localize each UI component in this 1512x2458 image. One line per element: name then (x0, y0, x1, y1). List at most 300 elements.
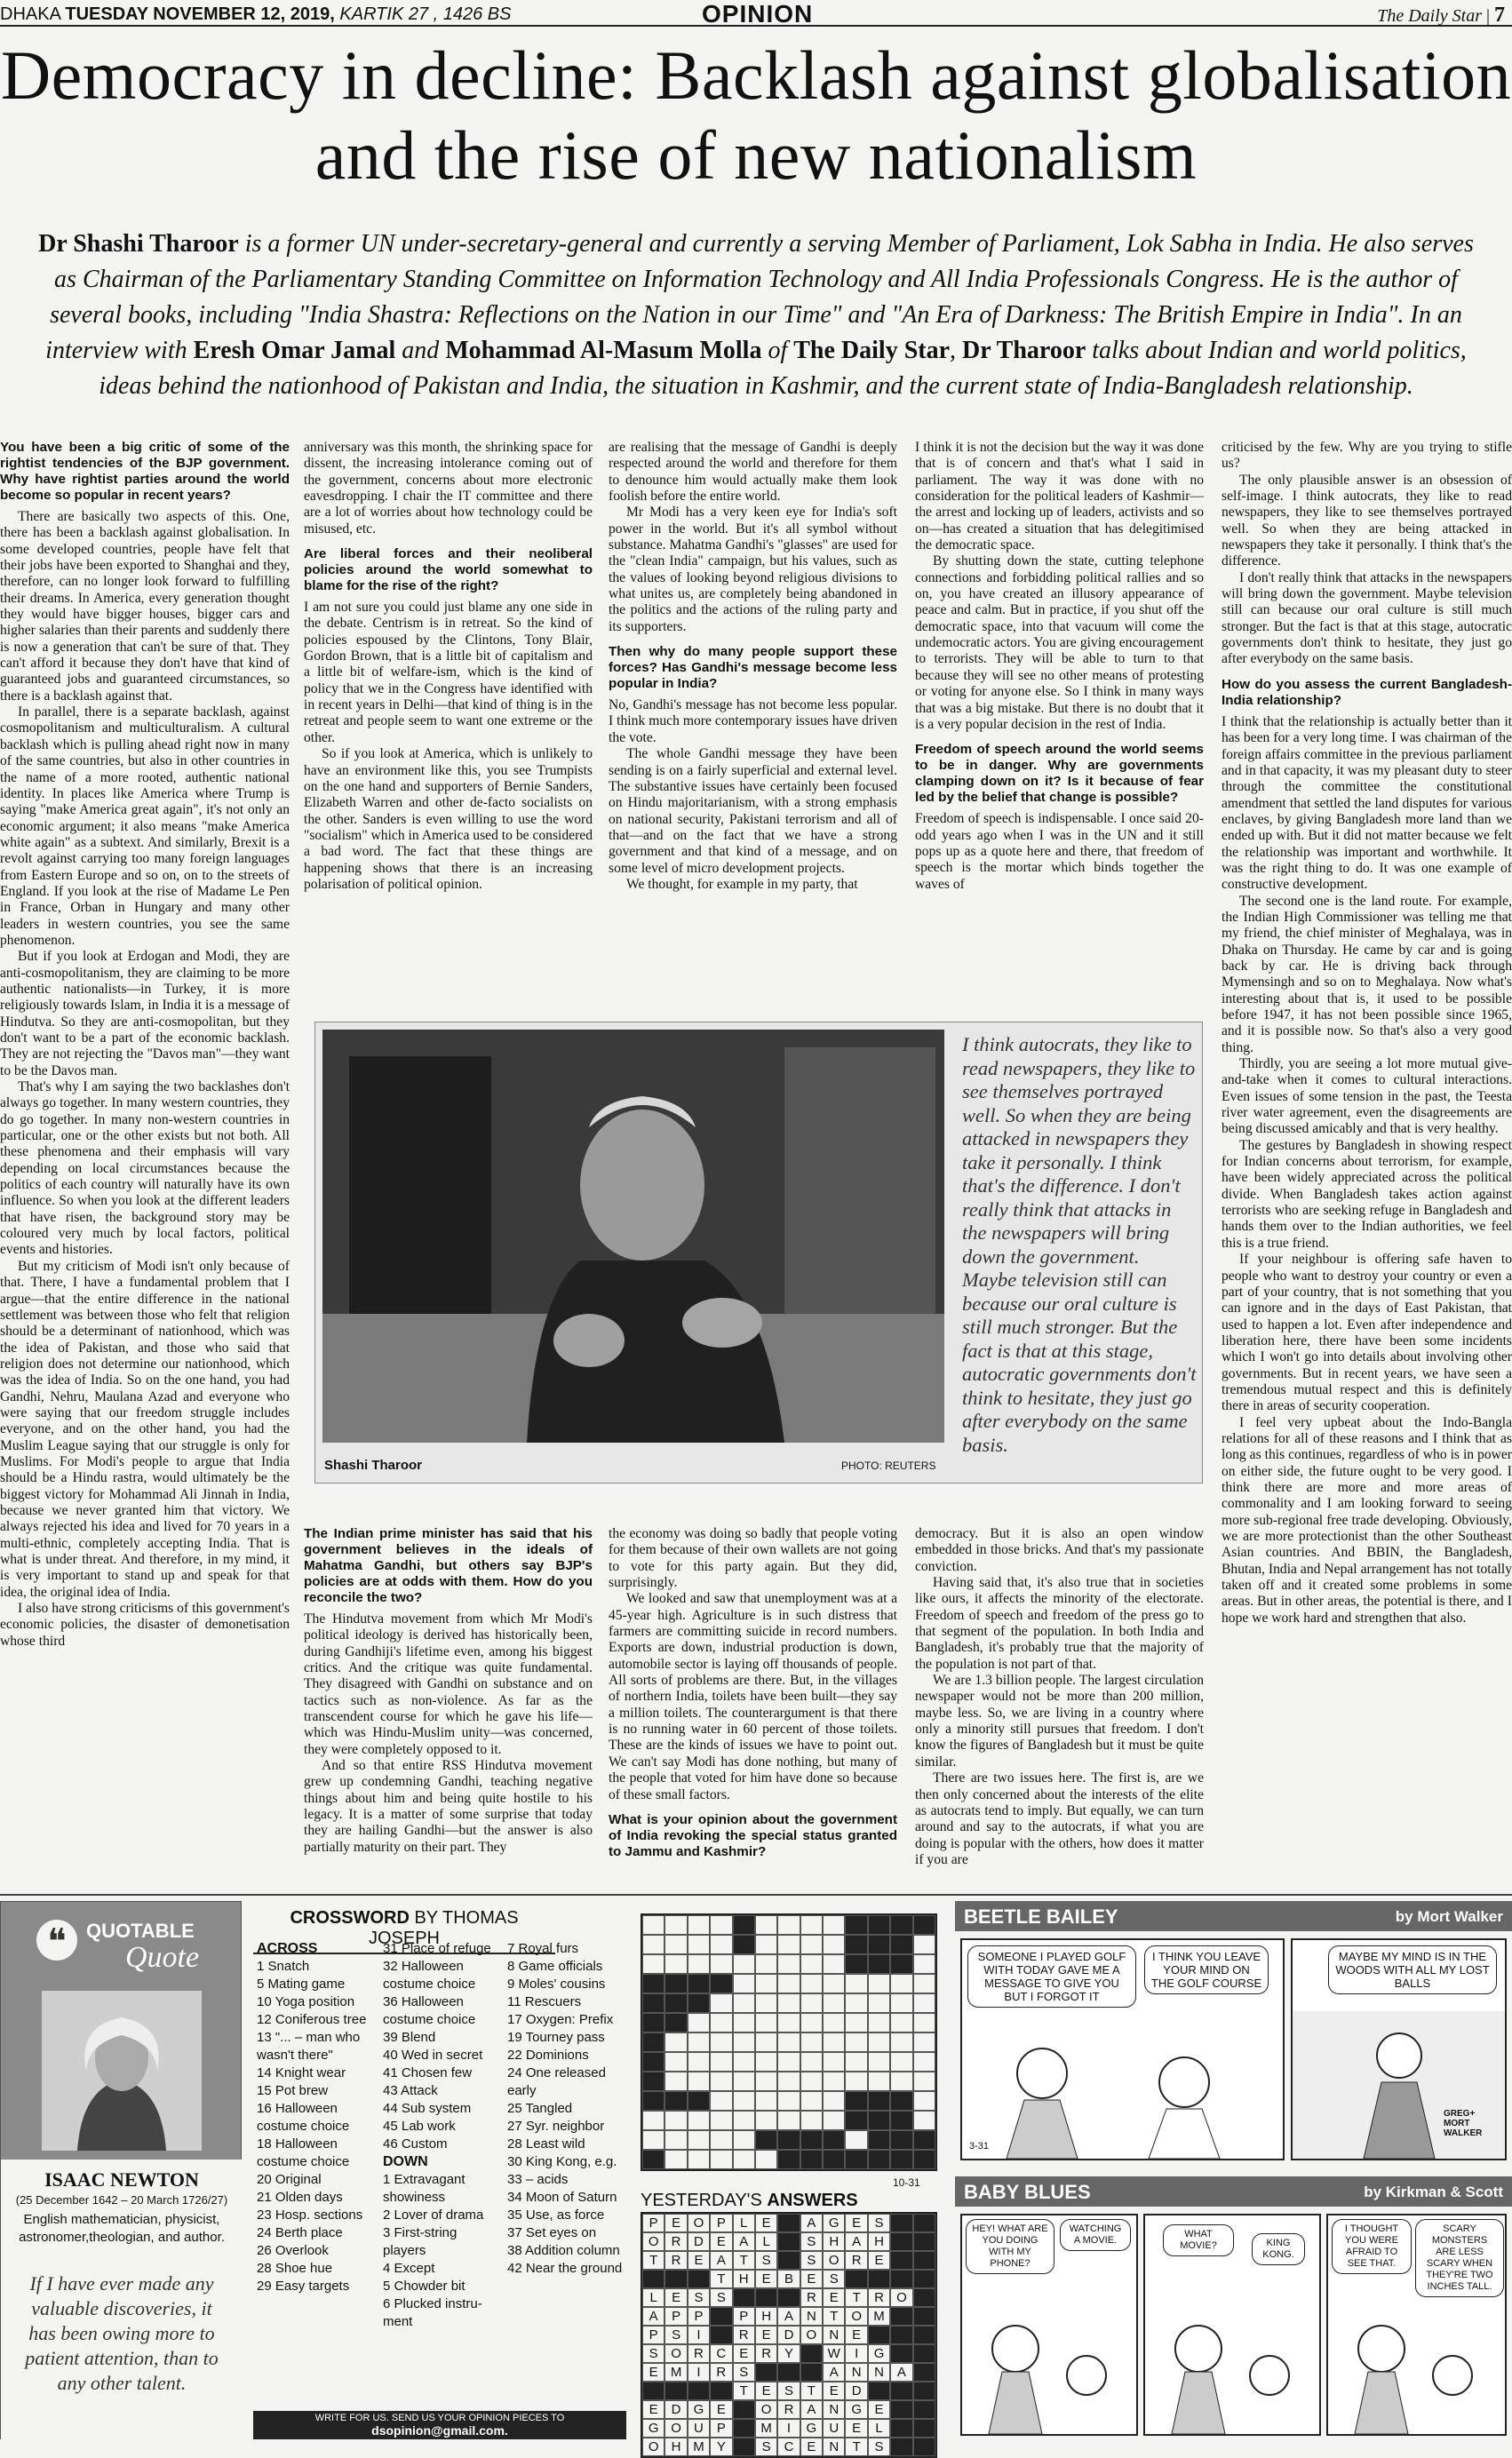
grid-cell[interactable] (755, 2091, 777, 2111)
grid-cell[interactable] (664, 1993, 687, 2013)
clue: 24 One released early (507, 2065, 606, 2098)
answer-cell (800, 2363, 823, 2382)
clue: 44 Sub system (383, 2101, 472, 2116)
grid-cell[interactable] (733, 1954, 755, 1974)
column-4-bottom (915, 1526, 1204, 1888)
interview-question: Are liberal forces and their neoliberal policies around the world somewhat to blame for the rise of the right? (304, 546, 593, 594)
answer-cell: H (733, 2270, 755, 2288)
grid-cell[interactable] (642, 2032, 664, 2052)
strip-title: BEETLE BAILEY (964, 1905, 1118, 1928)
speech-bubble: WHAT MOVIE? (1163, 2224, 1234, 2256)
grid-cell[interactable] (664, 1974, 687, 1993)
answer-paragraph: I also have strong criticisms of this government's economic policies, the disaster of demonetisation whose third (0, 1601, 290, 1649)
grid-cell[interactable] (868, 2013, 890, 2032)
grid-cell[interactable] (733, 2032, 755, 2052)
clue: 11 Rescuers (507, 1994, 582, 2009)
answer-cell: I (688, 2363, 710, 2382)
grid-cell[interactable] (755, 1993, 777, 2013)
answer-cell: A (733, 2232, 755, 2251)
answer-paragraph: the economy was doing so badly that people voting for them because of their own wallets are not going to vote for this party again. But they did, surprisingly. (609, 1526, 897, 1591)
grid-cell[interactable] (800, 1993, 823, 2013)
answer-cell: G (688, 2400, 710, 2419)
answer-cell: H (823, 2232, 845, 2251)
answer-cell: S (800, 2232, 823, 2251)
answer-cell: Y (710, 2438, 732, 2456)
grid-cell[interactable] (688, 1954, 710, 1974)
grid-cell[interactable] (845, 1915, 867, 1935)
grid-cell[interactable] (913, 2052, 935, 2072)
grid-cell[interactable] (755, 2111, 777, 2130)
grid-cell[interactable] (890, 1954, 912, 1974)
answer-cell (777, 2251, 800, 2270)
grid-cell[interactable] (823, 2111, 845, 2130)
answer-cell: R (664, 2251, 687, 2270)
answer-cell (733, 2419, 755, 2438)
grid-cell[interactable] (868, 1954, 890, 1974)
grid-cell[interactable] (688, 2072, 710, 2091)
answer-cell: R (710, 2363, 732, 2382)
write-for-us-text: WRITE FOR US. SEND US YOUR OPINION PIECES TO (314, 2413, 565, 2423)
grid-cell[interactable] (777, 2072, 800, 2091)
grid-cell[interactable] (777, 2032, 800, 2052)
grid-cell[interactable] (688, 2150, 710, 2169)
column-2-top (304, 440, 593, 1013)
grid-cell[interactable] (913, 1993, 935, 2013)
clue: 41 Chosen few (383, 2065, 473, 2080)
answer-cell: S (777, 2382, 800, 2400)
grid-cell[interactable] (845, 2130, 867, 2150)
grid-cell[interactable] (845, 1935, 867, 1954)
grid-cell[interactable] (868, 1915, 890, 1935)
grid-cell[interactable] (688, 2111, 710, 2130)
grid-cell[interactable] (890, 2013, 912, 2032)
grid-cell[interactable] (642, 1915, 664, 1935)
grid-cell[interactable] (733, 2130, 755, 2150)
answer-paragraph: criticised by the few. Why are you trying to stifle us? (1222, 440, 1512, 472)
grid-cell[interactable] (710, 2072, 732, 2091)
grid-cell[interactable] (664, 2091, 687, 2111)
grid-cell[interactable] (642, 2052, 664, 2072)
answer-cell: O (823, 2251, 845, 2270)
grid-cell[interactable] (710, 1935, 732, 1954)
clue: 28 Least wild (507, 2136, 585, 2152)
grid-cell[interactable] (710, 2150, 732, 2169)
answer-paragraph: So if you look at America, which is unlikely to have an environment like this, you see Trumpists on the one hand and supporters of Bernie Sanders, Elizabeth Warren and other de-facto socialists on the other. Sanders is even willing to use the word "socialism" which in America used to be considered a bad word. The fact that these things are happening shows that there is an increasing polarisation of political opinion. (304, 746, 593, 892)
clue: 15 Pot brew (257, 2083, 329, 2098)
clue: 34 Moon of Saturn (507, 2190, 617, 2205)
grid-cell[interactable] (688, 1915, 710, 1935)
answer-cell: P (642, 2214, 664, 2232)
grid-cell[interactable] (890, 1935, 912, 1954)
grid-cell[interactable] (868, 2052, 890, 2072)
grid-cell[interactable] (913, 1935, 935, 1954)
answer-cell (664, 2382, 687, 2400)
grid-cell[interactable] (777, 1974, 800, 1993)
grid-cell[interactable] (777, 2013, 800, 2032)
grid-cell[interactable] (710, 2091, 732, 2111)
crossword-clues-col3 (507, 1940, 623, 2278)
grid-cell[interactable] (642, 1935, 664, 1954)
answer-cell: R (664, 2232, 687, 2251)
answer-cell: L (642, 2288, 664, 2307)
grid-cell[interactable] (868, 2072, 890, 2091)
grid-cell[interactable] (688, 1993, 710, 2013)
answer-cell (913, 2288, 935, 2307)
grid-cell[interactable] (890, 2052, 912, 2072)
grid-cell[interactable] (868, 2032, 890, 2052)
grid-cell[interactable] (733, 2150, 755, 2169)
grid-cell[interactable] (823, 1935, 845, 1954)
clue: 42 Near the ground (507, 2261, 623, 2276)
answer-cell: N (868, 2363, 890, 2382)
answer-cell: E (800, 2270, 823, 2288)
answer-cell: W (823, 2344, 845, 2363)
grid-cell[interactable] (823, 1954, 845, 1974)
clue: 17 Oxygen: Prefix (507, 2012, 614, 2027)
grid-cell[interactable] (710, 2052, 732, 2072)
grid-cell[interactable] (710, 1974, 732, 1993)
answer-cell: M (688, 2438, 710, 2456)
section-divider (0, 1894, 1512, 1896)
grid-cell[interactable] (664, 2130, 687, 2150)
answer-cell: L (868, 2419, 890, 2438)
grid-cell[interactable] (688, 2091, 710, 2111)
answer-cell (913, 2419, 935, 2438)
grid-cell[interactable] (868, 2091, 890, 2111)
person-name: ISAAC NEWTON (44, 2168, 199, 2191)
grid-cell[interactable] (733, 2072, 755, 2091)
grid-cell[interactable] (890, 2111, 912, 2130)
answer-paragraph: are realising that the message of Gandhi is deeply respected around the world and therefore for them to denounce him would actually make them look foolish before the entire world. (609, 440, 897, 505)
grid-cell[interactable] (823, 2052, 845, 2072)
grid-cell[interactable] (642, 2013, 664, 2032)
answer-paragraph: I feel very upbeat about the Indo-Bangla relations for all of these reasons and I think that as long as this continues, regardless of who is in power on either side, the future ought to be very good. I think there are more and more areas of commonality and I am looking forward to seeing more sub-regional free trade developing. Obviously, we are more protectionist than the other Southeast Asian countries. And BBIN, the Bangladesh, Bhutan, India and Nepal arrangement has not totally taken off and it created some problems in some areas. But in other areas, the potential is there, and I hope we work hard and strengthen that also. (1222, 1414, 1512, 1626)
grid-cell[interactable] (890, 2150, 912, 2169)
answer-cell: E (664, 2288, 687, 2307)
grid-cell[interactable] (642, 2091, 664, 2111)
grid-cell[interactable] (777, 2150, 800, 2169)
grid-cell[interactable] (823, 2150, 845, 2169)
grid-cell[interactable] (755, 1915, 777, 1935)
answer-cell (777, 2363, 800, 2382)
answer-cell: N (823, 2400, 845, 2419)
answer-cell: M (755, 2419, 777, 2438)
answer-cell: R (777, 2400, 800, 2419)
grid-cell[interactable] (845, 2111, 867, 2130)
answer-cell: P (688, 2307, 710, 2326)
answer-paragraph: By shutting down the state, cutting telephone connections and forbidding political rallies and so on, you have created an illusory appearance of peace and calm. But in practice, if you shut off the democratic space, into that vacuum will come the undemocratic actors. You are giving encouragement to terrorists. They will be able to turn to that because they will see no other means of protesting or voting for anyone else. So I think in many ways that was a big mistake. But there is no doubt that it is a very popular decision in the rest of India. (915, 553, 1204, 732)
grid-cell[interactable] (733, 1974, 755, 1993)
grid-cell[interactable] (845, 1993, 867, 2013)
grid-cell[interactable] (688, 1935, 710, 1954)
grid-cell[interactable] (913, 1954, 935, 1974)
grid-cell[interactable] (890, 2091, 912, 2111)
grid-cell[interactable] (868, 2111, 890, 2130)
grid-cell[interactable] (688, 2032, 710, 2052)
grid-cell[interactable] (642, 2130, 664, 2150)
answer-cell: D (777, 2326, 800, 2344)
headline: Democracy in decline: Backlash against globalisation and the rise of new nationalism (0, 36, 1512, 194)
clue: 4 Except (383, 2261, 435, 2276)
grid-cell[interactable] (664, 2072, 687, 2091)
answer-paragraph: We thought, for example in my party, that (626, 876, 858, 892)
grid-cell[interactable] (868, 2130, 890, 2150)
grid-cell[interactable] (890, 1915, 912, 1935)
grid-cell[interactable] (664, 1954, 687, 1974)
answer-cell: N (823, 2326, 845, 2344)
answer-cell: U (823, 2419, 845, 2438)
comic-panel-1 (960, 1938, 1285, 2160)
grid-cell[interactable] (755, 2130, 777, 2150)
grid-cell[interactable] (800, 2013, 823, 2032)
grid-cell[interactable] (664, 2013, 687, 2032)
grid-cell[interactable] (642, 2111, 664, 2130)
answer-cell: R (868, 2288, 890, 2307)
grid-cell[interactable] (800, 1935, 823, 1954)
grid-cell[interactable] (755, 2150, 777, 2169)
grid-cell[interactable] (890, 2130, 912, 2150)
grid-cell[interactable] (800, 1915, 823, 1935)
answer-cell (733, 2438, 755, 2456)
answer-cell: O (642, 2232, 664, 2251)
grid-cell[interactable] (845, 2032, 867, 2052)
grid-cell[interactable] (913, 2013, 935, 2032)
answer-cell: H (868, 2232, 890, 2251)
grid-cell[interactable] (890, 1993, 912, 2013)
grid-cell[interactable] (664, 1935, 687, 1954)
clue: 8 Game officials (507, 1959, 603, 1974)
grid-cell[interactable] (777, 2052, 800, 2072)
grid-cell[interactable] (890, 2072, 912, 2091)
grid-cell[interactable] (913, 2111, 935, 2130)
answer-cell (890, 2326, 912, 2344)
answer-cell: A (710, 2251, 732, 2270)
answer-cell: O (642, 2438, 664, 2456)
grid-cell[interactable] (823, 2091, 845, 2111)
clue: 10 Yoga position (257, 1994, 355, 2009)
answer-paragraph: There are basically two aspects of this. One, there has been a backlash against globalisation. In some developed countries, people have felt that their jobs have been exported to Shanghai and they, therefore, can no longer look forward to fulfilling their dreams. In America, every generation thought they would have bigger houses, bigger cars and higher salaries than their parents and suddenly there is now a generation that can't be sure of that. They can't afford it because they don't have that kind of guaranteed jobs and guaranteed circumstances, so there is a backlash against that. (0, 509, 290, 704)
grid-cell[interactable] (890, 2032, 912, 2052)
beetle-bailey-strip (955, 1901, 1512, 2168)
answer-cell: R (733, 2326, 755, 2344)
answer-cell (733, 2400, 755, 2419)
grid-cell[interactable] (800, 2072, 823, 2091)
answer-cell: O (800, 2326, 823, 2344)
grid-cell[interactable] (845, 2072, 867, 2091)
answer-cell: G (823, 2214, 845, 2232)
grid-cell[interactable] (890, 1974, 912, 1993)
clue: 40 Wed in secret (383, 2048, 483, 2063)
clue: 28 Shoe hue (257, 2261, 333, 2276)
grid-cell[interactable] (823, 2013, 845, 2032)
grid-cell[interactable] (845, 2091, 867, 2111)
grid-cell[interactable] (688, 2013, 710, 2032)
grid-cell[interactable] (845, 1954, 867, 1974)
grid-cell[interactable] (664, 2150, 687, 2169)
grid-cell[interactable] (755, 2032, 777, 2052)
answer-cell: S (710, 2288, 732, 2307)
grid-cell[interactable] (642, 1974, 664, 1993)
grid-cell[interactable] (913, 1915, 935, 1935)
strip-date: 3-31 (969, 2141, 990, 2152)
grid-cell[interactable] (642, 2150, 664, 2169)
clue: 36 Halloween costume choice (383, 1994, 476, 2027)
clue-heading: DOWN (383, 2154, 428, 2169)
grid-cell[interactable] (664, 1915, 687, 1935)
grid-cell[interactable] (823, 2032, 845, 2052)
grid-cell[interactable] (868, 2150, 890, 2169)
baby-blues-strip (955, 2176, 1512, 2439)
grid-cell[interactable] (688, 2130, 710, 2150)
column-3-top (609, 440, 897, 1013)
grid-cell[interactable] (755, 2052, 777, 2072)
grid-cell[interactable] (777, 1993, 800, 2013)
grid-cell[interactable] (845, 2052, 867, 2072)
grid-cell[interactable] (868, 1993, 890, 2013)
grid-cell[interactable] (800, 2150, 823, 2169)
grid-cell[interactable] (710, 2032, 732, 2052)
grid-cell[interactable] (800, 2111, 823, 2130)
portrait-isaac-newton (42, 1991, 202, 2151)
grid-cell[interactable] (913, 2032, 935, 2052)
grid-cell[interactable] (733, 1915, 755, 1935)
grid-cell[interactable] (800, 2091, 823, 2111)
quote-text: If I have ever made any valuable discoveries, it has been owing more to patient attention, than to any other talent. (25, 2272, 219, 2394)
grid-cell[interactable] (733, 2091, 755, 2111)
grid-cell[interactable] (777, 1915, 800, 1935)
grid-cell[interactable] (755, 1974, 777, 1993)
grid-cell[interactable] (755, 2013, 777, 2032)
answer-cell (913, 2251, 935, 2270)
grid-cell[interactable] (777, 1954, 800, 1974)
grid-cell[interactable] (823, 2130, 845, 2150)
photo-credit: PHOTO: REUTERS (841, 1460, 936, 1472)
grid-cell[interactable] (733, 2013, 755, 2032)
grid-cell[interactable] (733, 2111, 755, 2130)
answer-cell: P (664, 2307, 687, 2326)
grid-cell[interactable] (642, 1993, 664, 2013)
grid-cell[interactable] (755, 1954, 777, 1974)
grid-cell[interactable] (913, 2130, 935, 2150)
answer-cell: O (755, 2400, 777, 2419)
answer-cell: H (755, 2307, 777, 2326)
grid-cell[interactable] (868, 1974, 890, 1993)
answer-cell (890, 2232, 912, 2251)
grid-cell[interactable] (710, 1915, 732, 1935)
quotable-title: QUOTABLE (86, 1920, 195, 1942)
photo-shashi-tharoor (322, 1030, 944, 1443)
answer-cell: A (800, 2400, 823, 2419)
answer-cell (890, 2307, 912, 2326)
answer-cell: S (868, 2214, 890, 2232)
interview-question: You have been a big critic of some of the rightist tendencies of the BJP government. Why have rightist parties around the world become so popular in recent years? (0, 440, 290, 503)
answer-paragraph: We looked and saw that unemployment was at a 45-year high. Agriculture is in such distress that farmers are committing suicide in record numbers. Exports are down, industrial production is down, automobile sector is laying off thousands of people. All sorts of problems are there. But, in the villages of northern India, toilets have been built—they say a million toilets. The counterargument is that there is no running water in 60 percent of those toilets. These are the kinds of issues we have to point out. We can't say Modi has done nothing, but many of the people that voted for him have done so because of these small factors. (609, 1591, 897, 1802)
answer-paragraph: The second one is the land route. For example, the Indian High Commissioner was telling me that my friend, the chief minister of Meghalaya, was in Dhaka on Thursday. He came by car and is going back by car. He is driving back through Mymensingh and so on to Meghalaya. Now what's interesting about that is, it used to be possible before 1947, it has not been possible since 1965, and it is possible now. So that's also a very good thing. (1222, 893, 1512, 1055)
email-link[interactable]: dsopinion@gmail.com. (371, 2423, 508, 2438)
clue: 27 Syr. neighbor (507, 2119, 605, 2134)
answer-cell: T (710, 2270, 732, 2288)
grid-cell[interactable] (800, 1954, 823, 1974)
grid-cell[interactable] (733, 2052, 755, 2072)
clue: 39 Blend (383, 2030, 436, 2045)
grid-cell[interactable] (845, 2013, 867, 2032)
answer-cell: L (733, 2214, 755, 2232)
answer-cell: A (777, 2307, 800, 2326)
grid-cell[interactable] (642, 1954, 664, 1974)
grid-cell[interactable] (642, 2072, 664, 2091)
grid-cell[interactable] (823, 1974, 845, 1993)
column-2-bottom (304, 1526, 593, 1888)
answer-cell (913, 2307, 935, 2326)
grid-cell[interactable] (823, 1915, 845, 1935)
answer-cell: G (642, 2419, 664, 2438)
answer-cell: O (688, 2214, 710, 2232)
grid-cell[interactable] (710, 2013, 732, 2032)
clue: 6 Plucked instru-ment (383, 2296, 482, 2329)
answer-cell: T (733, 2382, 755, 2400)
answer-cell: S (755, 2251, 777, 2270)
grid-cell[interactable] (823, 2072, 845, 2091)
answer-cell: S (823, 2270, 845, 2288)
grid-cell[interactable] (913, 2091, 935, 2111)
answer-cell: P (710, 2214, 732, 2232)
grid-cell[interactable] (688, 2052, 710, 2072)
grid-cell[interactable] (913, 2150, 935, 2169)
grid-cell[interactable] (845, 2150, 867, 2169)
grid-cell[interactable] (664, 2111, 687, 2130)
grid-cell[interactable] (710, 1993, 732, 2013)
grid-cell[interactable] (733, 1993, 755, 2013)
grid-cell[interactable] (913, 1974, 935, 1993)
answer-cell: A (800, 2214, 823, 2232)
grid-cell[interactable] (688, 1974, 710, 1993)
grid-cell[interactable] (777, 2111, 800, 2130)
answer-cell: G (868, 2344, 890, 2363)
answer-cell: E (688, 2251, 710, 2270)
grid-cell[interactable] (733, 1935, 755, 1954)
grid-cell[interactable] (800, 2032, 823, 2052)
grid-cell[interactable] (823, 1993, 845, 2013)
answer-cell: P (710, 2419, 732, 2438)
answers-grid (641, 2212, 937, 2458)
grid-cell[interactable] (800, 1974, 823, 1993)
grid-cell[interactable] (777, 2130, 800, 2150)
grid-cell[interactable] (777, 1935, 800, 1954)
grid-cell[interactable] (868, 1935, 890, 1954)
grid-cell[interactable] (800, 2052, 823, 2072)
grid-cell[interactable] (664, 2052, 687, 2072)
grid-cell[interactable] (710, 1954, 732, 1974)
answer-cell: E (733, 2344, 755, 2363)
clue: 14 Knight wear (257, 2065, 346, 2080)
clue: 35 Use, as force (507, 2207, 605, 2223)
strip-author: by Kirkman & Scott (1364, 2184, 1503, 2200)
grid-cell[interactable] (710, 2130, 732, 2150)
grid-cell[interactable] (800, 2130, 823, 2150)
clue: 30 King Kong, e.g. (507, 2154, 617, 2169)
grid-cell[interactable] (913, 2072, 935, 2091)
grid-cell[interactable] (755, 2072, 777, 2091)
comic-panel-2 (1143, 2214, 1321, 2436)
clue: 3 First-string players (383, 2225, 458, 2258)
grid-cell[interactable] (755, 1935, 777, 1954)
clue: 18 Halloween costume choice (257, 2136, 350, 2169)
grid-cell[interactable] (777, 2091, 800, 2111)
grid-cell[interactable] (710, 2111, 732, 2130)
answer-cell: N (845, 2363, 867, 2382)
grid-cell[interactable] (664, 2032, 687, 2052)
grid-cell[interactable] (845, 1974, 867, 1993)
